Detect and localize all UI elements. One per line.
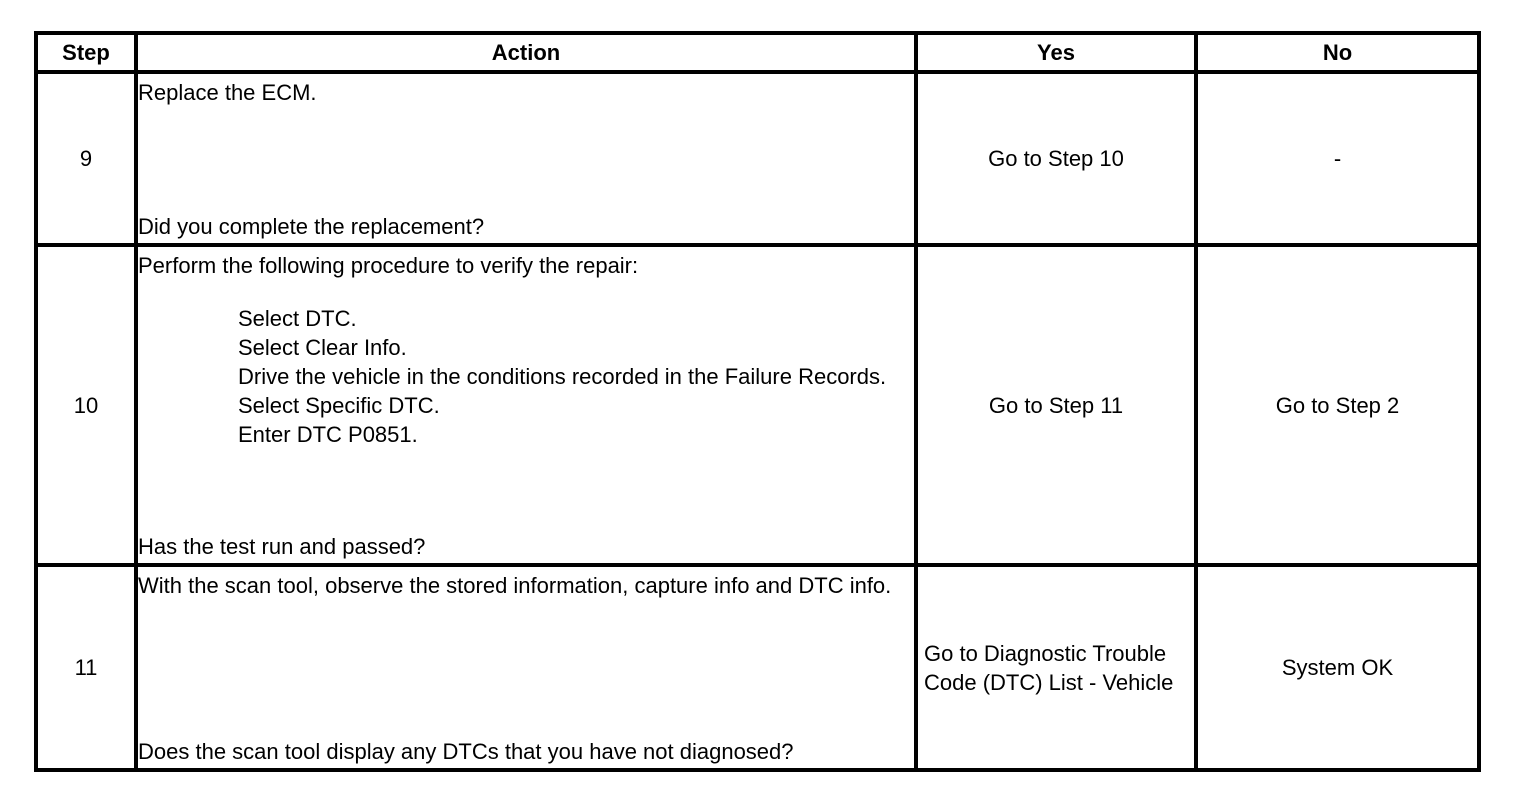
action-question: Did you complete the replacement? — [138, 214, 485, 239]
no-result: - — [1196, 72, 1479, 245]
no-result: System OK — [1196, 565, 1479, 770]
table-row — [36, 245, 1479, 565]
procedure-step: Select Specific DTC. — [238, 393, 440, 418]
procedure-step: Drive the vehicle in the conditions recorded in the Failure Records. — [238, 364, 887, 389]
action-question: Has the test run and passed? — [138, 534, 426, 559]
step-number: 10 — [36, 245, 136, 565]
action-cell — [136, 72, 916, 245]
yes-result: Go to Diagnostic Trouble Code (DTC) List - Vehicle — [916, 565, 1196, 770]
table-row — [36, 72, 1479, 245]
procedure-step: Enter DTC P0851. — [238, 422, 418, 447]
step-number: 11 — [36, 565, 136, 770]
action-intro: Perform the following procedure to verify the repair: — [138, 253, 639, 278]
header-yes: Yes — [916, 33, 1196, 72]
action-question: Does the scan tool display any DTCs that you have not diagnosed? — [138, 739, 794, 764]
procedure-step: Select Clear Info. — [238, 335, 407, 360]
header-action: Action — [136, 33, 916, 72]
yes-result: Go to Step 11 — [916, 245, 1196, 565]
no-result: Go to Step 2 — [1196, 245, 1479, 565]
table-row — [36, 565, 1479, 770]
diagnostic-table — [34, 31, 1481, 772]
header-row — [36, 33, 1479, 72]
header-step: Step — [36, 33, 136, 72]
action-intro: With the scan tool, observe the stored information, capture info and DTC info. — [138, 573, 892, 598]
header-no: No — [1196, 33, 1479, 72]
procedure-step: Select DTC. — [238, 306, 357, 331]
action-intro: Replace the ECM. — [138, 80, 317, 105]
step-number: 9 — [36, 72, 136, 245]
action-cell — [136, 245, 916, 565]
procedure-list — [138, 304, 914, 449]
action-cell — [136, 565, 916, 770]
yes-result: Go to Step 10 — [916, 72, 1196, 245]
